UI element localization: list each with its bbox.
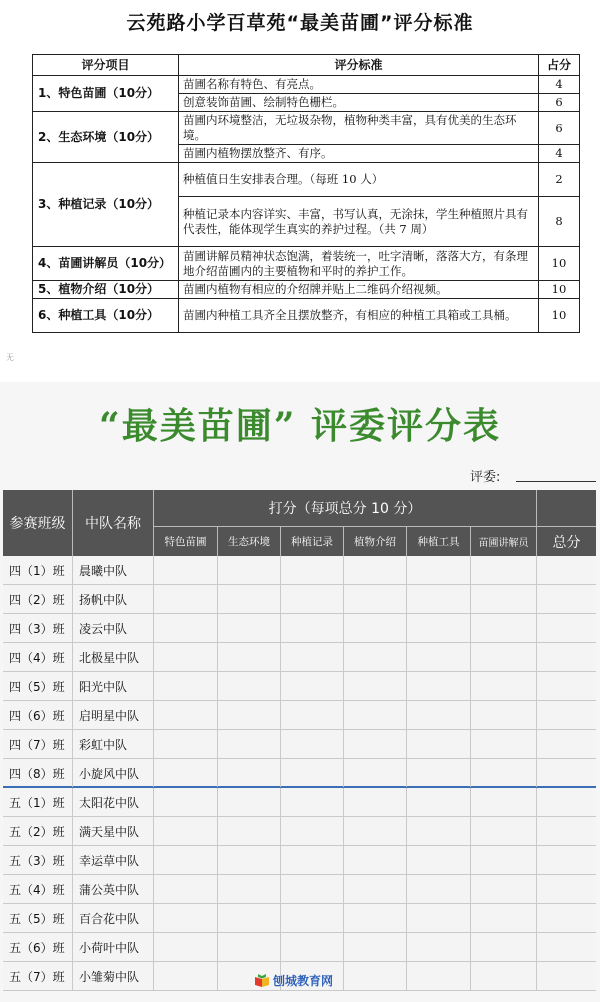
class-cell: 五（2）班	[3, 817, 73, 845]
score-input-cell[interactable]	[281, 846, 344, 874]
score-input-cell[interactable]	[471, 875, 537, 903]
class-cell: 四（2）班	[3, 585, 73, 613]
score-input-cell[interactable]	[344, 643, 407, 671]
total-score-cell[interactable]	[537, 585, 596, 613]
header-score: 占分	[539, 55, 580, 76]
score-input-cell[interactable]	[154, 585, 218, 613]
class-cell: 四（3）班	[3, 614, 73, 642]
score-input-cell[interactable]	[218, 904, 281, 932]
judge-signature-line[interactable]	[516, 481, 596, 482]
score-row	[3, 643, 596, 672]
team-cell: 小雏菊中队	[73, 962, 154, 990]
score-input-cell[interactable]	[218, 585, 281, 613]
team-cell: 彩虹中队	[73, 730, 154, 758]
score-input-cell[interactable]	[281, 904, 344, 932]
total-score-cell[interactable]	[537, 788, 596, 816]
score-input-cell[interactable]	[471, 846, 537, 874]
score-sheet	[0, 382, 600, 1002]
score-input-cell[interactable]	[407, 701, 471, 729]
sheet-title: “最美苗圃” 评委评分表	[99, 405, 501, 447]
score-input-cell[interactable]	[407, 730, 471, 758]
class-cell: 四（1）班	[3, 556, 73, 584]
criteria-standard: 苗圃内植物摆放整齐、有序。	[179, 145, 539, 163]
criteria-row	[33, 76, 580, 94]
class-cell: 四（7）班	[3, 730, 73, 758]
total-score-cell[interactable]	[537, 875, 596, 903]
criteria-standard: 苗圃内植物有相应的介绍牌并贴上二维码介绍视频。	[179, 281, 539, 299]
class-cell: 四（5）班	[3, 672, 73, 700]
score-input-cell[interactable]	[154, 643, 218, 671]
score-input-cell[interactable]	[218, 788, 281, 816]
header-team: 中队名称	[73, 490, 154, 556]
score-input-cell[interactable]	[407, 556, 471, 584]
class-cell: 五（4）班	[3, 875, 73, 903]
team-cell: 蒲公英中队	[73, 875, 154, 903]
criteria-score: 6	[539, 112, 580, 145]
score-input-cell[interactable]	[218, 643, 281, 671]
score-input-cell[interactable]	[471, 933, 537, 961]
score-input-cell[interactable]	[344, 585, 407, 613]
score-input-cell[interactable]	[407, 933, 471, 961]
header-item-1: 特色苗圃	[154, 526, 218, 556]
total-score-cell[interactable]	[537, 643, 596, 671]
score-row	[3, 585, 596, 614]
score-row	[3, 730, 596, 759]
score-input-cell[interactable]	[344, 817, 407, 845]
score-input-cell[interactable]	[154, 904, 218, 932]
score-input-cell[interactable]	[218, 817, 281, 845]
score-input-cell[interactable]	[407, 672, 471, 700]
score-input-cell[interactable]	[281, 788, 344, 816]
score-input-cell[interactable]	[471, 614, 537, 642]
header-standard: 评分标准	[179, 55, 539, 76]
header-item-2: 生态环境	[218, 526, 281, 556]
total-score-cell[interactable]	[537, 846, 596, 874]
score-input-cell[interactable]	[281, 643, 344, 671]
class-cell: 四（6）班	[3, 701, 73, 729]
criteria-standard: 苗圃内种植工具齐全且摆放整齐，有相应的种植工具箱或工具桶。	[179, 299, 539, 333]
criteria-row	[33, 163, 580, 197]
score-row	[3, 846, 596, 875]
score-input-cell[interactable]	[218, 759, 281, 787]
score-input-cell[interactable]	[154, 962, 218, 990]
score-input-cell[interactable]	[471, 585, 537, 613]
score-grid-header	[3, 490, 596, 556]
score-input-cell[interactable]	[407, 817, 471, 845]
score-row	[3, 556, 596, 585]
score-input-cell[interactable]	[154, 730, 218, 758]
team-cell: 北极星中队	[73, 643, 154, 671]
score-row	[3, 759, 596, 788]
criteria-score: 10	[539, 247, 580, 281]
team-cell: 凌云中队	[73, 614, 154, 642]
score-input-cell[interactable]	[344, 962, 407, 990]
score-row	[3, 875, 596, 904]
score-input-cell[interactable]	[154, 614, 218, 642]
score-input-cell[interactable]	[154, 556, 218, 584]
score-input-cell[interactable]	[471, 904, 537, 932]
score-input-cell[interactable]	[407, 962, 471, 990]
score-row	[3, 672, 596, 701]
total-score-cell[interactable]	[537, 614, 596, 642]
class-cell: 五（7）班	[3, 962, 73, 990]
score-input-cell[interactable]	[281, 759, 344, 787]
criteria-document	[0, 0, 600, 372]
score-input-cell[interactable]	[344, 846, 407, 874]
total-score-cell[interactable]	[537, 817, 596, 845]
class-cell: 五（5）班	[3, 904, 73, 932]
score-row	[3, 904, 596, 933]
header-class: 参赛班级	[3, 490, 73, 556]
score-input-cell[interactable]	[407, 759, 471, 787]
criteria-item: 1、特色苗圃（10分）	[33, 76, 179, 112]
score-input-cell[interactable]	[344, 730, 407, 758]
team-cell: 扬帆中队	[73, 585, 154, 613]
score-input-cell[interactable]	[154, 788, 218, 816]
score-input-cell[interactable]	[407, 585, 471, 613]
score-input-cell[interactable]	[281, 614, 344, 642]
score-input-cell[interactable]	[281, 556, 344, 584]
criteria-header-row	[33, 55, 580, 76]
score-input-cell[interactable]	[344, 672, 407, 700]
score-input-cell[interactable]	[344, 614, 407, 642]
criteria-standard: 苗圃内环境整洁，无垃圾杂物，植物种类丰富，具有优美的生态环境。	[179, 112, 539, 145]
total-score-cell[interactable]	[537, 556, 596, 584]
score-input-cell[interactable]	[281, 585, 344, 613]
header-total: 总分	[537, 526, 596, 556]
criteria-item: 6、种植工具（10分）	[33, 299, 179, 333]
score-input-cell[interactable]	[407, 904, 471, 932]
score-input-cell[interactable]	[281, 875, 344, 903]
book-logo-icon	[254, 974, 270, 988]
criteria-standard: 苗圃讲解员精神状态饱满，着装统一，吐字清晰，落落大方，有条理地介绍苗圃内的主要植物和平时的养护工作。	[179, 247, 539, 281]
total-score-cell[interactable]	[537, 759, 596, 787]
score-input-cell[interactable]	[218, 672, 281, 700]
score-input-cell[interactable]	[218, 556, 281, 584]
score-row	[3, 817, 596, 846]
criteria-score: 4	[539, 76, 580, 94]
score-input-cell[interactable]	[154, 817, 218, 845]
total-score-cell[interactable]	[537, 730, 596, 758]
criteria-table	[32, 54, 580, 333]
score-input-cell[interactable]	[407, 846, 471, 874]
score-input-cell[interactable]	[344, 556, 407, 584]
score-row	[3, 701, 596, 730]
score-input-cell[interactable]	[154, 875, 218, 903]
class-cell: 五（1）班	[3, 788, 73, 816]
score-input-cell[interactable]	[407, 614, 471, 642]
criteria-item: 5、植物介绍（10分）	[33, 281, 179, 299]
total-score-cell[interactable]	[537, 672, 596, 700]
criteria-item: 3、种植记录（10分）	[33, 163, 179, 247]
score-input-cell[interactable]	[218, 701, 281, 729]
score-input-cell[interactable]	[218, 730, 281, 758]
criteria-standard: 创意装饰苗圃、绘制特色栅栏。	[179, 94, 539, 112]
score-input-cell[interactable]	[471, 556, 537, 584]
score-input-cell[interactable]	[344, 701, 407, 729]
score-input-cell[interactable]	[471, 817, 537, 845]
side-mark: 无	[6, 353, 14, 362]
criteria-standard: 种植记录本内容详实、丰富，书写认真，无涂抹，学生种植照片具有代表性，能体现学生真实的养护过程。（共 7 周）	[179, 197, 539, 247]
score-input-cell[interactable]	[154, 701, 218, 729]
criteria-score: 6	[539, 94, 580, 112]
total-score-cell[interactable]	[537, 701, 596, 729]
score-row	[3, 933, 596, 962]
criteria-title: 云苑路小学百草苑“最美苗圃”评分标准	[126, 12, 474, 34]
score-input-cell[interactable]	[218, 846, 281, 874]
criteria-score: 2	[539, 163, 580, 197]
criteria-row	[33, 112, 580, 145]
header-item-5: 种植工具	[407, 526, 471, 556]
score-input-cell[interactable]	[344, 788, 407, 816]
criteria-score: 10	[539, 299, 580, 333]
total-score-cell[interactable]	[537, 904, 596, 932]
score-input-cell[interactable]	[407, 643, 471, 671]
team-cell: 满天星中队	[73, 817, 154, 845]
criteria-row	[33, 299, 580, 333]
score-input-cell[interactable]	[471, 788, 537, 816]
criteria-score: 4	[539, 145, 580, 163]
team-cell: 百合花中队	[73, 904, 154, 932]
team-cell: 幸运草中队	[73, 846, 154, 874]
score-input-cell[interactable]	[407, 875, 471, 903]
score-input-cell[interactable]	[344, 904, 407, 932]
score-input-cell[interactable]	[281, 933, 344, 961]
score-input-cell[interactable]	[154, 933, 218, 961]
score-input-cell[interactable]	[471, 643, 537, 671]
class-cell: 五（3）班	[3, 846, 73, 874]
score-input-cell[interactable]	[281, 701, 344, 729]
score-input-cell[interactable]	[154, 672, 218, 700]
logo-text: 刨城教育网	[273, 974, 334, 988]
judge-label: 评委:	[470, 470, 501, 485]
score-input-cell[interactable]	[471, 759, 537, 787]
total-score-cell[interactable]	[537, 962, 596, 990]
score-input-cell[interactable]	[344, 933, 407, 961]
score-input-cell[interactable]	[154, 846, 218, 874]
header-item-6: 苗圃讲解员	[471, 526, 537, 556]
header-item: 评分项目	[33, 55, 179, 76]
score-input-cell[interactable]	[471, 672, 537, 700]
score-input-cell[interactable]	[281, 672, 344, 700]
score-input-cell[interactable]	[407, 788, 471, 816]
score-input-cell[interactable]	[218, 933, 281, 961]
class-cell: 四（8）班	[3, 759, 73, 787]
score-row	[3, 788, 596, 817]
criteria-item: 2、生态环境（10分）	[33, 112, 179, 163]
score-input-cell[interactable]	[344, 759, 407, 787]
site-logo	[254, 972, 333, 989]
criteria-row	[33, 281, 580, 299]
score-row	[3, 614, 596, 643]
score-input-cell[interactable]	[218, 875, 281, 903]
score-input-cell[interactable]	[154, 759, 218, 787]
criteria-score: 10	[539, 281, 580, 299]
team-cell: 太阳花中队	[73, 788, 154, 816]
score-input-cell[interactable]	[471, 730, 537, 758]
criteria-standard: 苗圃名称有特色、有亮点。	[179, 76, 539, 94]
criteria-row	[33, 247, 580, 281]
team-cell: 阳光中队	[73, 672, 154, 700]
class-cell: 五（6）班	[3, 933, 73, 961]
score-input-cell[interactable]	[218, 614, 281, 642]
total-score-cell[interactable]	[537, 933, 596, 961]
score-input-cell[interactable]	[471, 701, 537, 729]
header-score-group: 打分（每项总分 10 分）	[154, 490, 537, 526]
team-cell: 启明星中队	[73, 701, 154, 729]
score-input-cell[interactable]	[281, 730, 344, 758]
criteria-score: 8	[539, 197, 580, 247]
team-cell: 小旋风中队	[73, 759, 154, 787]
score-input-cell[interactable]	[344, 875, 407, 903]
criteria-standard: 种植值日生安排表合理。（每班 10 人）	[179, 163, 539, 197]
class-cell: 四（4）班	[3, 643, 73, 671]
team-cell: 晨曦中队	[73, 556, 154, 584]
header-item-3: 种植记录	[281, 526, 344, 556]
score-input-cell[interactable]	[471, 962, 537, 990]
header-item-4: 植物介绍	[344, 526, 407, 556]
score-input-cell[interactable]	[281, 817, 344, 845]
team-cell: 小荷叶中队	[73, 933, 154, 961]
criteria-item: 4、苗圃讲解员（10分）	[33, 247, 179, 281]
